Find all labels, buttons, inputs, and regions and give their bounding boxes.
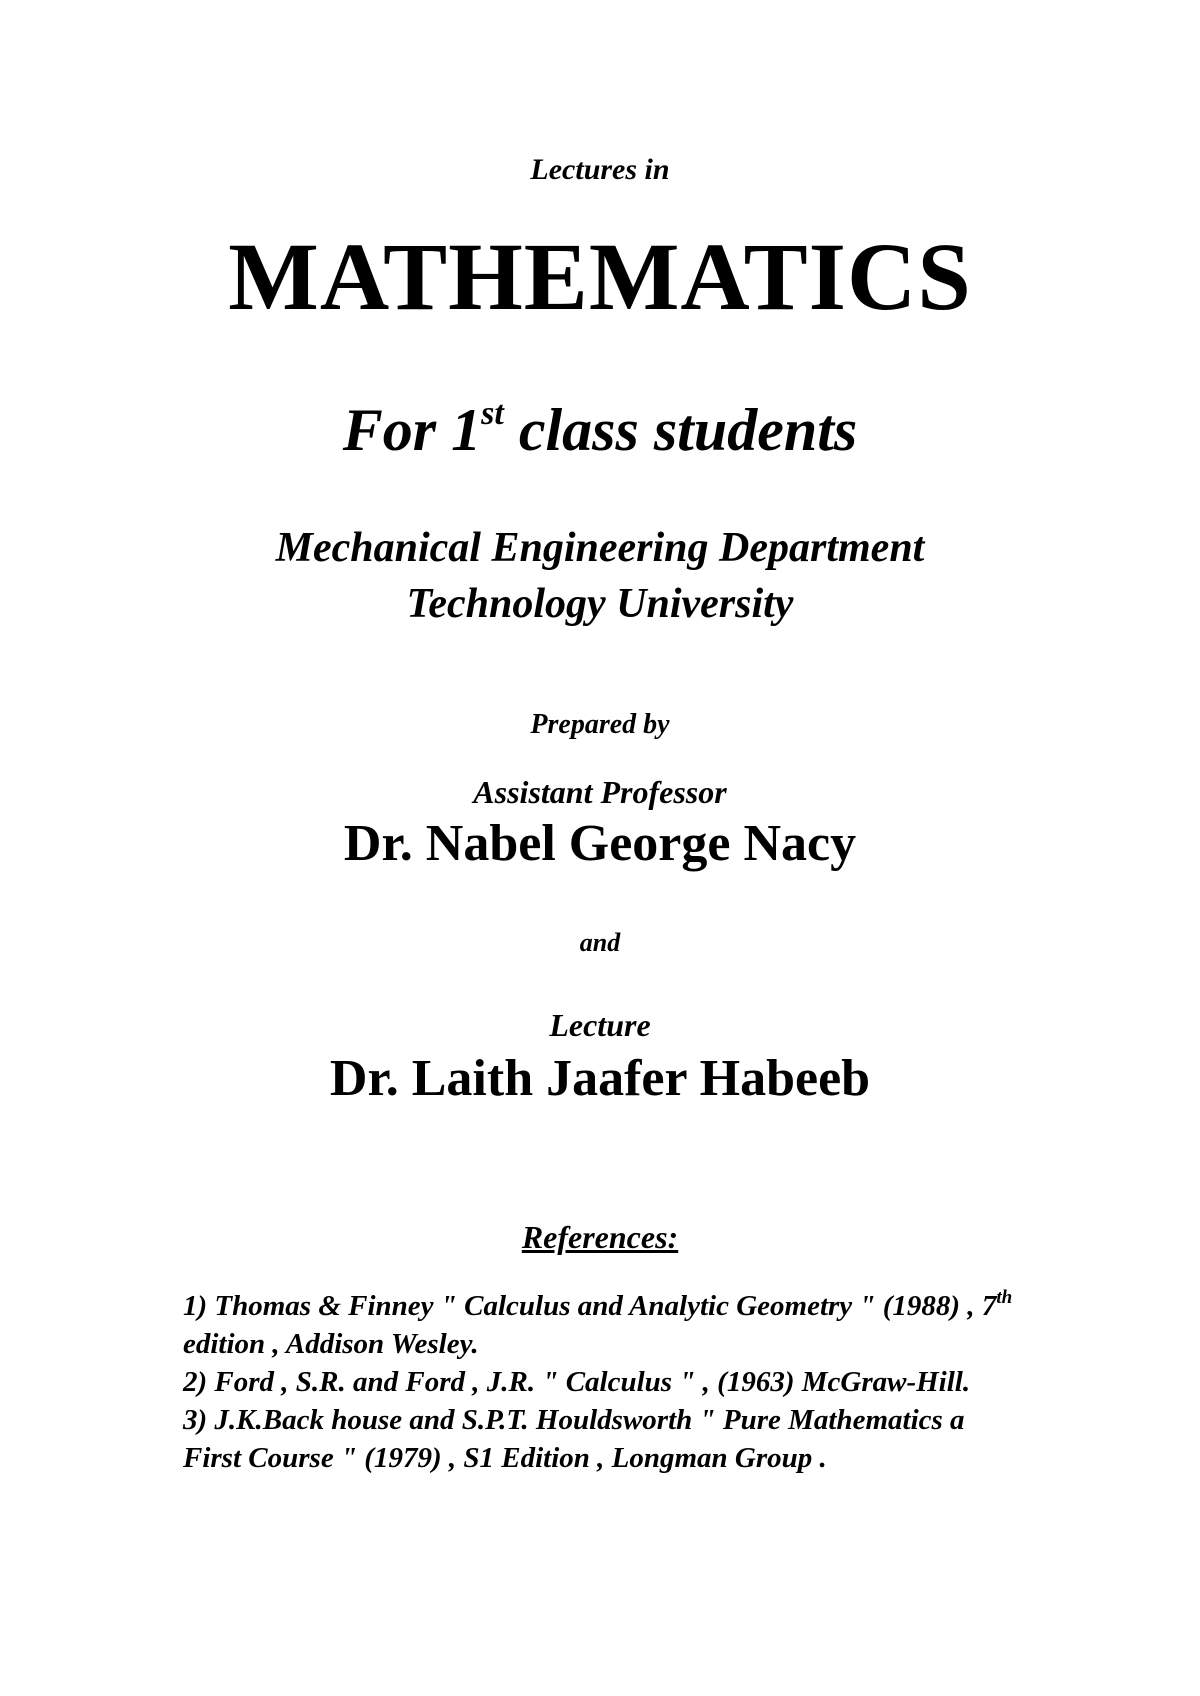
page-title: MATHEMATICS [228,223,972,330]
reference-1-text: 1) Thomas & Finney " Calculus and Analytic Geometry " (1988) , 7 [183,1290,997,1322]
reference-1-line-2: edition , Addison Wesley. [183,1328,479,1360]
author2-name: Dr. Laith Jaafer Habeeb [329,1050,871,1107]
reference-3-line-2: First Course " (1979) , S1 Edition , Longman Group . [183,1442,827,1474]
reference-3-line-1: 3) J.K.Back house and S.P.T. Houldsworth " Pure Mathematics a [183,1404,965,1436]
university-name: Technology University [406,581,794,627]
reference-1-line-1 [183,1287,1113,1325]
author1-name: Dr. Nabel George Nacy [343,815,857,872]
references-heading-text: References: [521,1219,679,1255]
conjunction-label: and [579,928,621,957]
department-name: Mechanical Engineering Department [275,525,925,571]
author2-role: Lecture [549,1007,651,1043]
lectures-in-label: Lectures in [530,153,670,186]
references-heading [0,1215,1200,1259]
prepared-by-label: Prepared by [530,709,670,740]
audience-superscript: st [481,395,504,432]
author1-role: Assistant Professor [473,774,727,810]
references-list [183,1287,1113,1477]
reference-2: 2) Ford , S.R. and Ford , J.R. " Calculus " , (1963) McGraw-Hill. [183,1366,971,1398]
audience-suffix: class students [503,397,858,463]
audience-line [0,390,1200,480]
reference-1-superscript: th [996,1287,1013,1308]
audience-prefix: For 1 [342,397,482,463]
